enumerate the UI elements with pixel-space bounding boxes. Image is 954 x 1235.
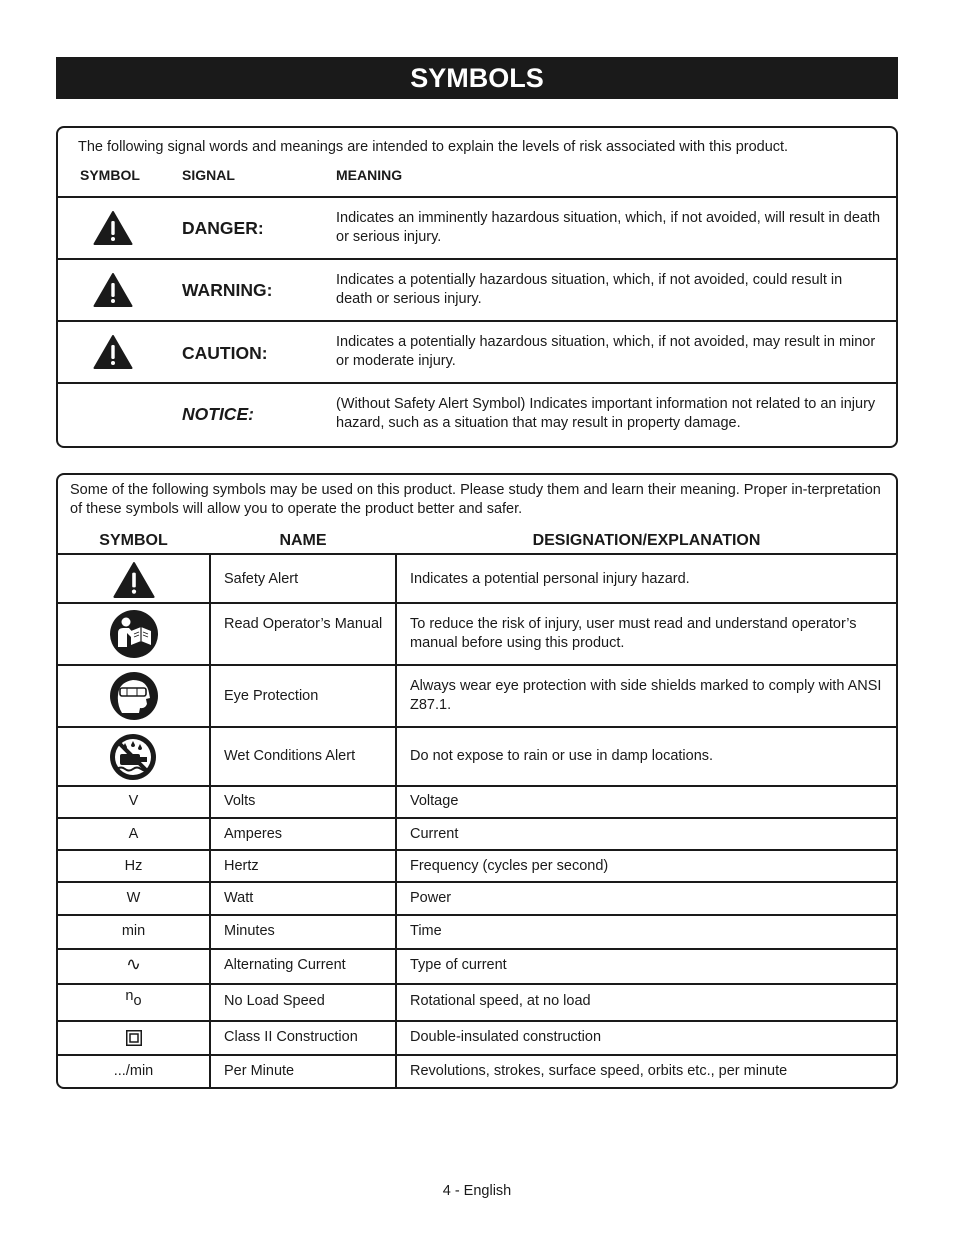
symbol-text: Hz [124, 858, 143, 874]
page-footer: 4 - English [442, 1183, 512, 1199]
symbol-name: Per Minute [224, 1063, 295, 1079]
symbol-text: n [125, 988, 134, 1004]
symbol-designation: Double-insulated construction [410, 1029, 602, 1045]
divider [58, 817, 896, 819]
symbol-designation: Do not expose to rain or use in damp locations. [410, 748, 714, 764]
page-title: SYMBOLS [56, 57, 898, 99]
symbols-header-name: NAME [279, 532, 327, 549]
symbol-designation: Voltage [410, 793, 459, 809]
symbol-name: Safety Alert [224, 571, 299, 587]
signal-label: DANGER: [182, 218, 264, 238]
symbols-header-designation: DESIGNATION/EXPLANATION [532, 532, 761, 549]
eye-protection-icon [109, 671, 159, 721]
divider [58, 881, 896, 883]
symbol-designation: Time [410, 923, 442, 939]
symbol-name: Volts [224, 793, 256, 809]
symbol-name: Read Operator’s Manual [224, 616, 383, 632]
symbol-name: Minutes [224, 923, 275, 939]
wet-conditions-icon [109, 733, 157, 781]
symbol-text: A [128, 826, 139, 842]
no-load-speed-symbol [58, 987, 209, 1009]
divider [58, 1054, 896, 1056]
symbol-name: Watt [224, 890, 254, 906]
signal-label: NOTICE: [182, 404, 254, 424]
symbol-name: Alternating Current [224, 957, 346, 973]
divider [58, 849, 896, 851]
safety-alert-icon [112, 561, 156, 599]
symbol-text: W [126, 890, 141, 906]
signal-row-caution [58, 322, 896, 382]
symbol-name: Class II Construction [224, 1029, 358, 1045]
column-divider [209, 553, 211, 1087]
symbol-designation: To reduce the risk of injury, user must read and understand operator’s manual before using this product. [410, 616, 857, 651]
symbol-designation: Power [410, 890, 452, 906]
signal-header-signal: SIGNAL [182, 167, 235, 183]
symbol-designation: Rotational speed, at no load [410, 993, 591, 1009]
symbol-designation: Frequency (cycles per second) [410, 858, 609, 874]
signal-meaning: Indicates a potentially hazardous situation, which, if not avoided, could result in death or serious injury. [336, 272, 843, 307]
signal-header-symbol: SYMBOL [80, 167, 140, 183]
divider [58, 785, 896, 787]
symbol-name: Wet Conditions Alert [224, 748, 356, 764]
symbol-designation: Revolutions, strokes, surface speed, orbits etc., per minute [410, 1063, 788, 1079]
divider [58, 948, 896, 950]
symbol-designation: Always wear eye protection with side shields marked to comply with ANSI Z87.1. [410, 678, 882, 713]
symbol-designation: Current [410, 826, 459, 842]
symbol-name: No Load Speed [224, 993, 325, 1009]
signal-row-warning [58, 260, 896, 320]
divider [58, 602, 896, 604]
divider [58, 914, 896, 916]
warning-triangle-icon [93, 272, 133, 308]
divider [58, 1020, 896, 1022]
divider [58, 983, 896, 985]
signal-words-box [56, 126, 898, 448]
symbol-designation: Type of current [410, 957, 507, 973]
symbol-name: Hertz [224, 858, 259, 874]
signal-row-notice [58, 384, 896, 444]
signal-header-meaning: MEANING [336, 167, 403, 183]
signal-meaning: Indicates an imminently hazardous situation, which, if not avoided, will result in death or serious injury. [336, 210, 881, 245]
divider [58, 664, 896, 666]
warning-triangle-icon [93, 334, 133, 370]
symbol-text: .../min [113, 1063, 154, 1079]
warning-triangle-icon [93, 210, 133, 246]
signal-meaning: (Without Safety Alert Symbol) Indicates important information not related to an injury hazard, such as a situation that may result in property damage. [336, 396, 876, 431]
signal-intro: The following signal words and meanings are intended to explain the levels of risk associated with this product. [78, 139, 789, 155]
divider [58, 553, 896, 555]
signal-row-danger [58, 198, 896, 258]
symbols-intro: Some of the following symbols may be used on this product. Please study them and learn their meaning. Proper in-terpretation of these symbols will allow you to operate the product better and safer. [70, 482, 881, 517]
symbol-text: V [128, 793, 139, 809]
symbol-name: Amperes [224, 826, 283, 842]
column-divider [395, 553, 397, 1087]
symbols-header-symbol: SYMBOL [99, 532, 168, 549]
signal-label: CAUTION: [182, 343, 268, 363]
signal-meaning: Indicates a potentially hazardous situation, which, if not avoided, may result in minor or moderate injury. [336, 334, 876, 369]
symbol-text: min [121, 923, 146, 939]
symbol-name: Eye Protection [224, 688, 319, 704]
alternating-current-icon: ∿ [125, 954, 142, 974]
symbol-subscript: o [133, 993, 142, 1009]
class-ii-construction-icon [126, 1030, 142, 1046]
signal-label: WARNING: [182, 280, 273, 300]
symbols-box [56, 473, 898, 1089]
symbol-designation: Indicates a potential personal injury hazard. [410, 571, 690, 587]
divider [58, 726, 896, 728]
read-manual-icon [109, 609, 159, 659]
